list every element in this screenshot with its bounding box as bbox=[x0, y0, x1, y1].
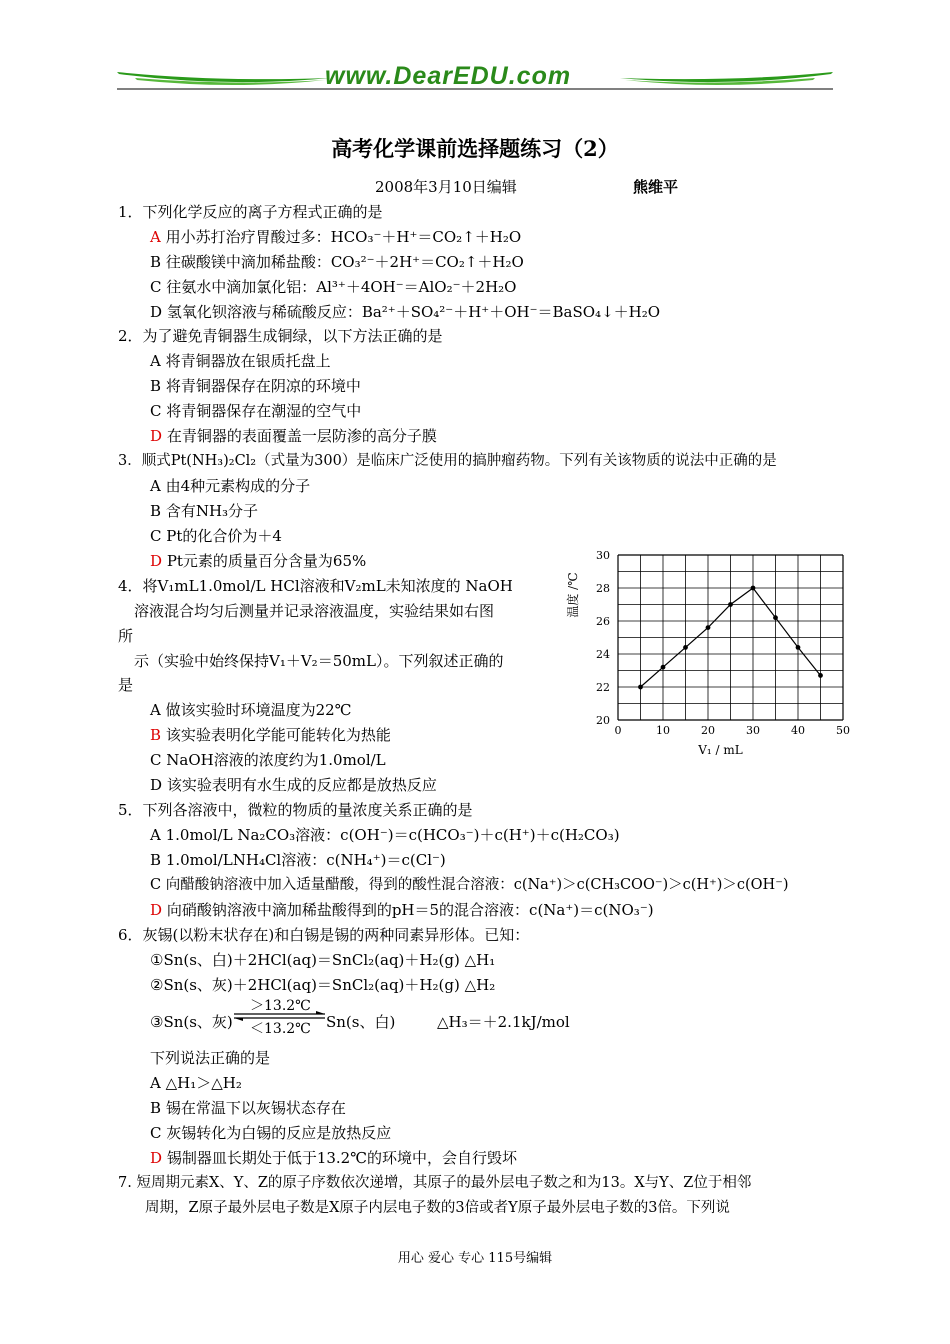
q4-stem-2: 溶液混合均匀后测量并记录溶液温度，实验结果如右图 bbox=[134, 602, 495, 620]
q4-stem-5: 是 bbox=[118, 676, 134, 694]
temperature-chart bbox=[560, 535, 860, 765]
data-point bbox=[796, 645, 801, 650]
q5-option-c: C 向醋酸钠溶液中加入适量醋酸，得到的酸性混合溶液：c(Na⁺)＞c(CH₃COO⁻)＞c(H⁺)＞c(OH⁻) bbox=[150, 877, 789, 893]
q2-stem: 2．为了避免青铜器生成铜绿，以下方法正确的是 bbox=[118, 327, 443, 345]
x-tick-label: 40 bbox=[791, 724, 805, 737]
data-point bbox=[661, 665, 666, 670]
author: 熊维平 bbox=[633, 178, 679, 196]
answer-marker: D bbox=[150, 427, 163, 445]
y-tick-label: 24 bbox=[596, 648, 610, 661]
q1-stem: 1．下列化学反应的离子方程式正确的是 bbox=[118, 203, 383, 221]
q7-stem-2: 周期，Z原子最外层电子数是X原子内层电子数的3倍或者Y原子最外层电子数的3倍。下列说 bbox=[145, 1200, 730, 1216]
arrow-bottom-label: ＜13.2℃ bbox=[250, 1021, 311, 1037]
answer-marker: D bbox=[150, 1149, 163, 1167]
x-tick-label: 10 bbox=[656, 724, 670, 737]
data-point bbox=[751, 586, 756, 591]
q2-option-c: C 将青铜器保存在潮湿的空气中 bbox=[150, 402, 362, 420]
q4-option-c: C NaOH溶液的浓度约为1.0mol/L bbox=[150, 751, 386, 769]
y-tick-label: 28 bbox=[596, 582, 610, 595]
q6-equation-3-dh: △H₃＝＋2.1kJ/mol bbox=[437, 1013, 570, 1031]
q2-option-d: D 在青铜器的表面覆盖一层防渗的高分子膜 bbox=[150, 427, 437, 445]
answer-marker: A bbox=[150, 228, 161, 246]
y-tick-label: 30 bbox=[596, 549, 610, 562]
q1-option-d: D 氢氧化钡溶液与稀硫酸反应：Ba²⁺＋SO₄²⁻＋H⁺＋OH⁻＝BaSO₄↓＋H₂O bbox=[150, 303, 661, 321]
q6-equation-3-left: ③Sn(s、灰) bbox=[150, 1013, 233, 1031]
arrow-top-label: ＞13.2℃ bbox=[250, 998, 311, 1014]
page-footer: 用心 爱心 专心 115号编辑 bbox=[397, 1251, 553, 1266]
data-point bbox=[706, 625, 711, 630]
q2-option-a: A 将青铜器放在银质托盘上 bbox=[150, 352, 331, 370]
q6-equilibrium-arrows bbox=[232, 997, 327, 1037]
data-point bbox=[683, 645, 688, 650]
q1-option-b: B 往碳酸镁中滴加稀盐酸：CO₃²⁻＋2H⁺＝CO₂↑＋H₂O bbox=[150, 253, 524, 271]
q3-option-a: A 由4种元素构成的分子 bbox=[150, 477, 311, 495]
q4-stem-3: 所 bbox=[118, 627, 134, 645]
q3-option-b: B 含有NH₃分子 bbox=[150, 502, 259, 520]
q6-option-b: B 锡在常温下以灰锡状态存在 bbox=[150, 1099, 346, 1117]
q5-option-b: B 1.0mol/LNH₄Cl溶液：c(NH₄⁺)＝c(Cl⁻) bbox=[150, 851, 446, 869]
answer-marker: B bbox=[150, 726, 162, 744]
q5-option-d: D 向硝酸钠溶液中滴加稀盐酸得到的pH＝5的混合溶液：c(Na⁺)＝c(NO₃⁻) bbox=[150, 901, 654, 919]
q6-option-d: D 锡制器皿长期处于低于13.2℃的环境中，会自行毁坏 bbox=[150, 1149, 517, 1167]
data-point bbox=[638, 685, 643, 690]
q3-option-d: D Pt元素的质量百分含量为65% bbox=[150, 552, 367, 570]
data-point bbox=[773, 615, 778, 620]
q6-option-c: C 灰锡转化为白锡的反应是放热反应 bbox=[150, 1124, 392, 1142]
x-tick-label: 30 bbox=[746, 724, 760, 737]
y-axis-label: 温度 /℃ bbox=[566, 572, 580, 618]
q7-stem-1: 7. 短周期元素X、Y、Z的原子序数依次递增，其原子的最外层电子数之和为13。X与Y、Z位于相邻 bbox=[118, 1175, 752, 1191]
y-tick-label: 20 bbox=[596, 714, 610, 727]
q6-equation-3-right: Sn(s、白) bbox=[326, 1013, 396, 1031]
q6-prompt: 下列说法正确的是 bbox=[150, 1049, 271, 1067]
data-point bbox=[818, 673, 823, 678]
q1-option-c: C 往氨水中滴加氯化铝：Al³⁺＋4OH⁻＝AlO₂⁻＋2H₂O bbox=[150, 278, 517, 296]
q6-option-a: A △H₁＞△H₂ bbox=[150, 1074, 242, 1092]
q1-option-a: A 用小苏打治疗胃酸过多：HCO₃⁻＋H⁺＝CO₂↑＋H₂O bbox=[150, 228, 522, 246]
q3-stem: 3．顺式Pt(NH₃)₂Cl₂（式量为300）是临床广泛使用的搞肿瘤药物。下列有关该物质的说法中正确的是 bbox=[118, 453, 777, 469]
x-axis-label: V₁ / mL bbox=[698, 743, 743, 757]
q3-option-c: C Pt的化合价为＋4 bbox=[150, 527, 282, 545]
q4-option-a: A 做该实验时环境温度为22℃ bbox=[150, 701, 352, 719]
x-tick-label: 20 bbox=[701, 724, 715, 737]
q4-option-d: D 该实验表明有水生成的反应都是放热反应 bbox=[150, 776, 437, 794]
edit-date: 2008年3月10日编辑 bbox=[375, 178, 517, 196]
q6-equation-1: ①Sn(s、白)＋2HCl(aq)＝SnCl₂(aq)＋H₂(g) △H₁ bbox=[150, 951, 496, 969]
q6-equation-2: ②Sn(s、灰)＋2HCl(aq)＝SnCl₂(aq)＋H₂(g) △H₂ bbox=[150, 976, 496, 994]
y-tick-label: 26 bbox=[596, 615, 610, 628]
page-title: 高考化学课前选择题练习（2） bbox=[331, 136, 619, 161]
q5-stem: 5．下列各溶液中，微粒的物质的量浓度关系正确的是 bbox=[118, 801, 473, 819]
q4-stem-4: 示（实验中始终保持V₁＋V₂＝50mL）。下列叙述正确的 bbox=[134, 652, 504, 670]
q6-stem: 6．灰锡(以粉末状存在)和白锡是锡的两种同素异形体。已知： bbox=[118, 926, 530, 944]
q2-option-b: B 将青铜器保存在阴凉的环境中 bbox=[150, 377, 361, 395]
site-logo: www.DearEDU.com bbox=[325, 62, 572, 90]
q5-option-a: A 1.0mol/L Na₂CO₃溶液：c(OH⁻)＝c(HCO₃⁻)＋c(H⁺)＋c(H₂CO₃) bbox=[150, 826, 620, 844]
answer-marker: D bbox=[150, 901, 163, 919]
data-point bbox=[728, 602, 733, 607]
answer-marker: D bbox=[150, 552, 163, 570]
y-tick-label: 22 bbox=[596, 681, 610, 694]
q4-option-b: B 该实验表明化学能可能转化为热能 bbox=[150, 726, 391, 744]
q4-stem-1: 4．将V₁mL1.0mol/L HCl溶液和V₂mL未知浓度的 NaOH bbox=[118, 577, 513, 595]
x-tick-label: 50 bbox=[836, 724, 850, 737]
x-tick-label: 0 bbox=[614, 724, 622, 737]
